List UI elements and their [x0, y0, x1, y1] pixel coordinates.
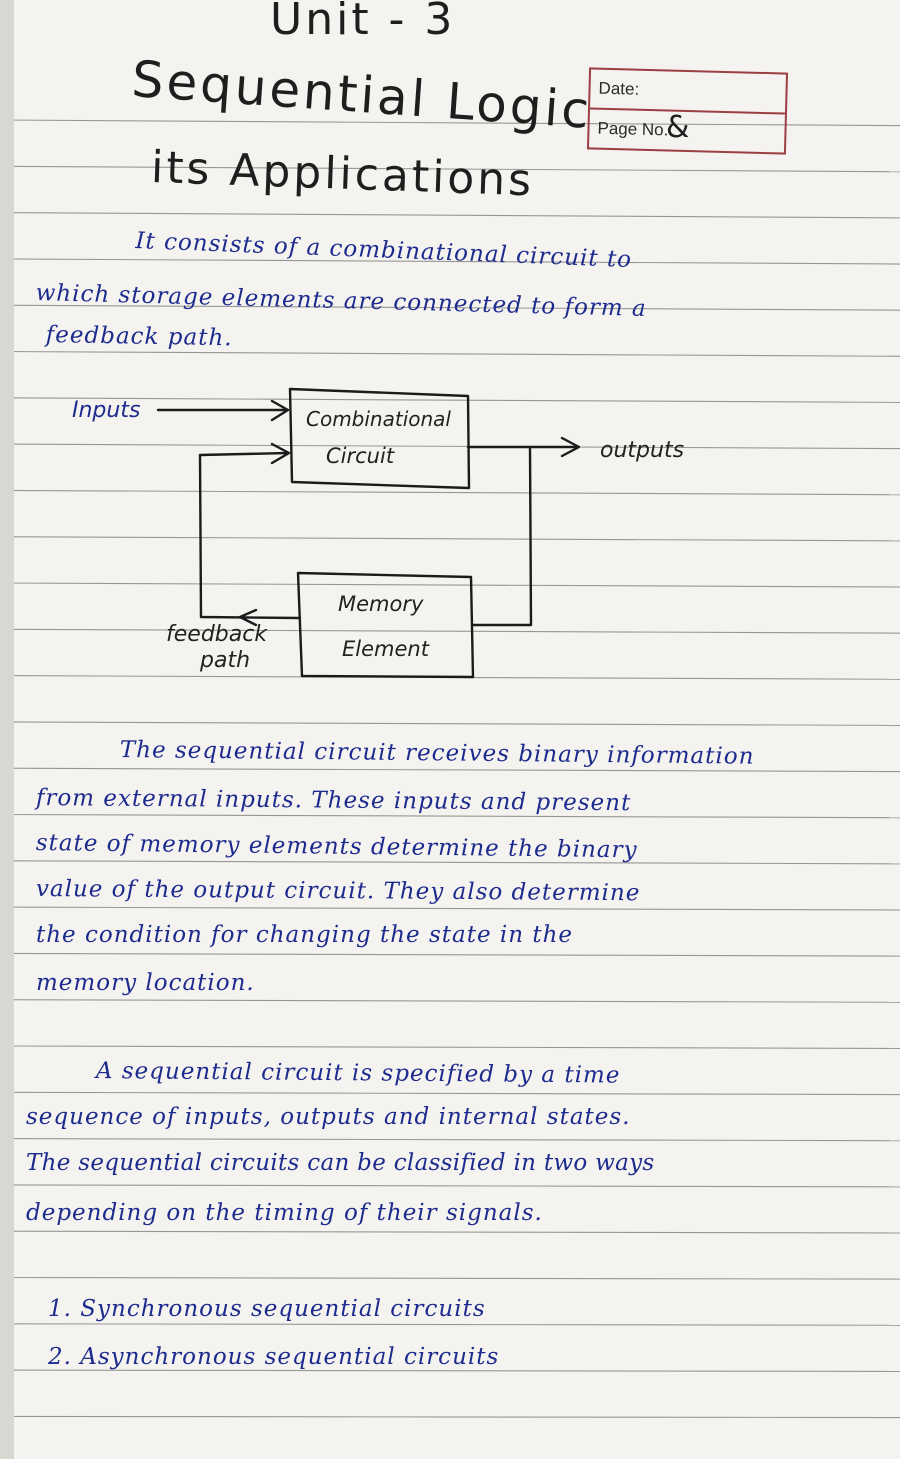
diagram-outputs-label: outputs: [600, 438, 685, 463]
feedback-left-line: [200, 444, 300, 618]
para3-line: depending on the timing of their signals.: [26, 1200, 543, 1226]
page-title-line2: its Applications: [150, 142, 535, 207]
para3-line: sequence of inputs, outputs and internal states.: [26, 1104, 631, 1130]
intro-line: It consists of a combinational circuit to: [135, 228, 633, 274]
intro-line: feedback path.: [45, 322, 233, 352]
page-no-label: Page No.: [589, 107, 785, 152]
para2-line: state of memory elements determine the binary: [35, 830, 638, 864]
outputs-arrow: [468, 438, 579, 456]
feedback-label-line2: path: [200, 648, 251, 673]
diagram-inputs-label: Inputs: [72, 398, 141, 423]
classification-item: 2. Asynchronous sequential circuits: [48, 1344, 500, 1370]
para2-line: the condition for changing the state in the: [36, 922, 574, 948]
memory-box: [298, 573, 473, 677]
feedback-label-line1: feedback: [166, 622, 268, 647]
para2-line: from external inputs. These inputs and present: [35, 785, 632, 817]
inputs-arrow: [158, 401, 288, 420]
comb-box-line1: Combinational: [306, 407, 451, 431]
title-ampersand: &: [666, 110, 693, 145]
feedback-down-line: [473, 447, 531, 625]
intro-line: which storage elements are connected to form a: [35, 280, 648, 322]
para2-line: The sequential circuit receives binary information: [119, 737, 755, 770]
mem-box-line1: Memory: [338, 592, 424, 616]
date-label: Date:: [598, 78, 640, 99]
classification-item: 1. Synchronous sequential circuits: [48, 1296, 486, 1322]
para2-line: value of the output circuit. They also determine: [35, 876, 641, 907]
unit-heading: Unit - 3: [270, 0, 456, 45]
comb-box-line2: Circuit: [326, 444, 395, 468]
para2-line: memory location.: [36, 970, 255, 996]
para3-line: A sequential circuit is specified by a time: [95, 1058, 621, 1089]
page-title-line1: Sequential Logic: [129, 50, 594, 141]
mem-box-line2: Element: [342, 637, 429, 661]
combinational-box: [290, 389, 469, 488]
para3-line: The sequential circuits can be classified in two ways: [26, 1150, 655, 1176]
